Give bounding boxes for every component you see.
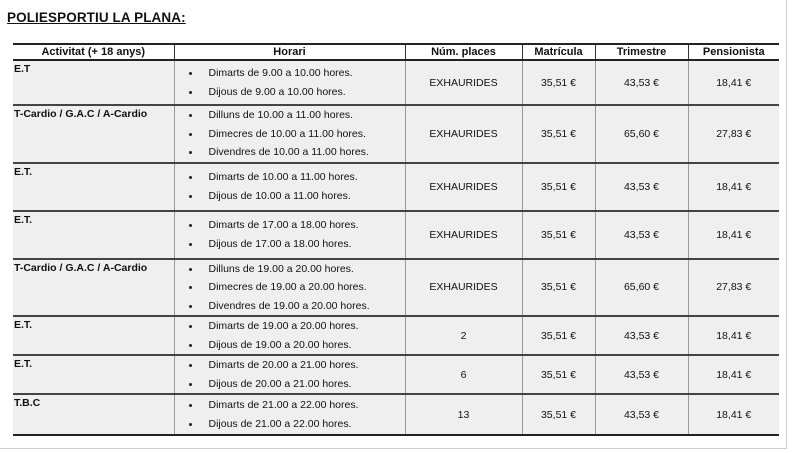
schedule-list bbox=[175, 260, 405, 316]
header-pensionista: Pensionista bbox=[688, 44, 779, 60]
matricula-cell: 35,51 € bbox=[522, 163, 595, 211]
schedule-list bbox=[175, 396, 405, 433]
activity-cell: T-Cardio / G.A.C / A-Cardio bbox=[13, 105, 174, 163]
pensionista-cell: 18,41 € bbox=[688, 394, 779, 435]
header-places: Núm. places bbox=[405, 44, 522, 60]
schedule-item: Divendres de 10.00 a 11.00 hores. bbox=[187, 143, 405, 162]
table-header-row bbox=[13, 44, 779, 60]
schedule-cell bbox=[174, 105, 405, 163]
matricula-cell: 35,51 € bbox=[522, 355, 595, 394]
places-cell: EXHAURIDES bbox=[405, 60, 522, 105]
schedule-item: Dilluns de 10.00 a 11.00 hores. bbox=[187, 106, 405, 125]
schedule-item: Dijous de 10.00 a 11.00 hores. bbox=[187, 187, 405, 206]
schedule-cell bbox=[174, 316, 405, 355]
activity-cell: E.T. bbox=[13, 316, 174, 355]
header-activitat: Activitat (+ 18 anys) bbox=[13, 44, 174, 60]
activity-cell: E.T. bbox=[13, 355, 174, 394]
schedule-item: Divendres de 19.00 a 20.00 hores. bbox=[187, 297, 405, 316]
pensionista-cell: 18,41 € bbox=[688, 163, 779, 211]
schedule-item: Dimarts de 10.00 a 11.00 hores. bbox=[187, 168, 405, 187]
schedule-item: Dimarts de 17.00 a 18.00 hores. bbox=[187, 216, 405, 235]
schedule-list bbox=[175, 168, 405, 205]
pensionista-cell: 18,41 € bbox=[688, 316, 779, 355]
table-row bbox=[13, 259, 779, 317]
page-title: POLIESPORTIU LA PLANA: bbox=[7, 10, 186, 25]
places-cell: 2 bbox=[405, 316, 522, 355]
activity-cell: E.T. bbox=[13, 163, 174, 211]
schedule-cell bbox=[174, 394, 405, 435]
header-horari: Horari bbox=[174, 44, 405, 60]
places-cell: 6 bbox=[405, 355, 522, 394]
schedule-table bbox=[13, 43, 779, 436]
pensionista-cell: 27,83 € bbox=[688, 259, 779, 317]
header-trimestre: Trimestre bbox=[595, 44, 688, 60]
schedule-item: Dimarts de 19.00 a 20.00 hores. bbox=[187, 317, 405, 336]
matricula-cell: 35,51 € bbox=[522, 259, 595, 317]
places-cell: 13 bbox=[405, 394, 522, 435]
trimestre-cell: 65,60 € bbox=[595, 105, 688, 163]
schedule-cell bbox=[174, 163, 405, 211]
activity-cell: T-Cardio / G.A.C / A-Cardio bbox=[13, 259, 174, 317]
trimestre-cell: 65,60 € bbox=[595, 259, 688, 317]
schedule-list bbox=[175, 216, 405, 253]
table-row bbox=[13, 163, 779, 211]
trimestre-cell: 43,53 € bbox=[595, 394, 688, 435]
schedule-cell bbox=[174, 355, 405, 394]
schedule-item: Dimarts de 21.00 a 22.00 hores. bbox=[187, 396, 405, 415]
places-cell: EXHAURIDES bbox=[405, 105, 522, 163]
pensionista-cell: 27,83 € bbox=[688, 105, 779, 163]
matricula-cell: 35,51 € bbox=[522, 316, 595, 355]
places-cell: EXHAURIDES bbox=[405, 259, 522, 317]
trimestre-cell: 43,53 € bbox=[595, 211, 688, 259]
schedule-item: Dijous de 17.00 a 18.00 hores. bbox=[187, 235, 405, 254]
schedule-list bbox=[175, 64, 405, 101]
places-cell: EXHAURIDES bbox=[405, 211, 522, 259]
schedule-item: Dijous de 20.00 a 21.00 hores. bbox=[187, 375, 405, 394]
activity-cell: E.T. bbox=[13, 211, 174, 259]
table-row bbox=[13, 105, 779, 163]
trimestre-cell: 43,53 € bbox=[595, 355, 688, 394]
trimestre-cell: 43,53 € bbox=[595, 316, 688, 355]
schedule-item: Dilluns de 19.00 a 20.00 hores. bbox=[187, 260, 405, 279]
schedule-item: Dimarts de 9.00 a 10.00 hores. bbox=[187, 64, 405, 83]
table-row bbox=[13, 316, 779, 355]
header-matricula: Matrícula bbox=[522, 44, 595, 60]
matricula-cell: 35,51 € bbox=[522, 60, 595, 105]
schedule-list bbox=[175, 356, 405, 393]
schedule-item: Dijous de 19.00 a 20.00 hores. bbox=[187, 336, 405, 355]
table-row bbox=[13, 394, 779, 435]
schedule-item: Dimarts de 20.00 a 21.00 hores. bbox=[187, 356, 405, 375]
schedule-item: Dijous de 9.00 a 10.00 hores. bbox=[187, 83, 405, 102]
activity-cell: E.T bbox=[13, 60, 174, 105]
matricula-cell: 35,51 € bbox=[522, 394, 595, 435]
places-cell: EXHAURIDES bbox=[405, 163, 522, 211]
schedule-cell bbox=[174, 211, 405, 259]
pensionista-cell: 18,41 € bbox=[688, 211, 779, 259]
trimestre-cell: 43,53 € bbox=[595, 163, 688, 211]
matricula-cell: 35,51 € bbox=[522, 105, 595, 163]
table-row bbox=[13, 355, 779, 394]
activity-cell: T.B.C bbox=[13, 394, 174, 435]
pensionista-cell: 18,41 € bbox=[688, 60, 779, 105]
matricula-cell: 35,51 € bbox=[522, 211, 595, 259]
schedule-cell bbox=[174, 60, 405, 105]
schedule-item: Dimecres de 19.00 a 20.00 hores. bbox=[187, 278, 405, 297]
schedule-item: Dijous de 21.00 a 22.00 hores. bbox=[187, 415, 405, 434]
schedule-list bbox=[175, 317, 405, 354]
trimestre-cell: 43,53 € bbox=[595, 60, 688, 105]
schedule-cell bbox=[174, 259, 405, 317]
table-row bbox=[13, 60, 779, 105]
pensionista-cell: 18,41 € bbox=[688, 355, 779, 394]
schedule-item: Dimecres de 10.00 a 11.00 hores. bbox=[187, 125, 405, 144]
schedule-list bbox=[175, 106, 405, 162]
table-row bbox=[13, 211, 779, 259]
